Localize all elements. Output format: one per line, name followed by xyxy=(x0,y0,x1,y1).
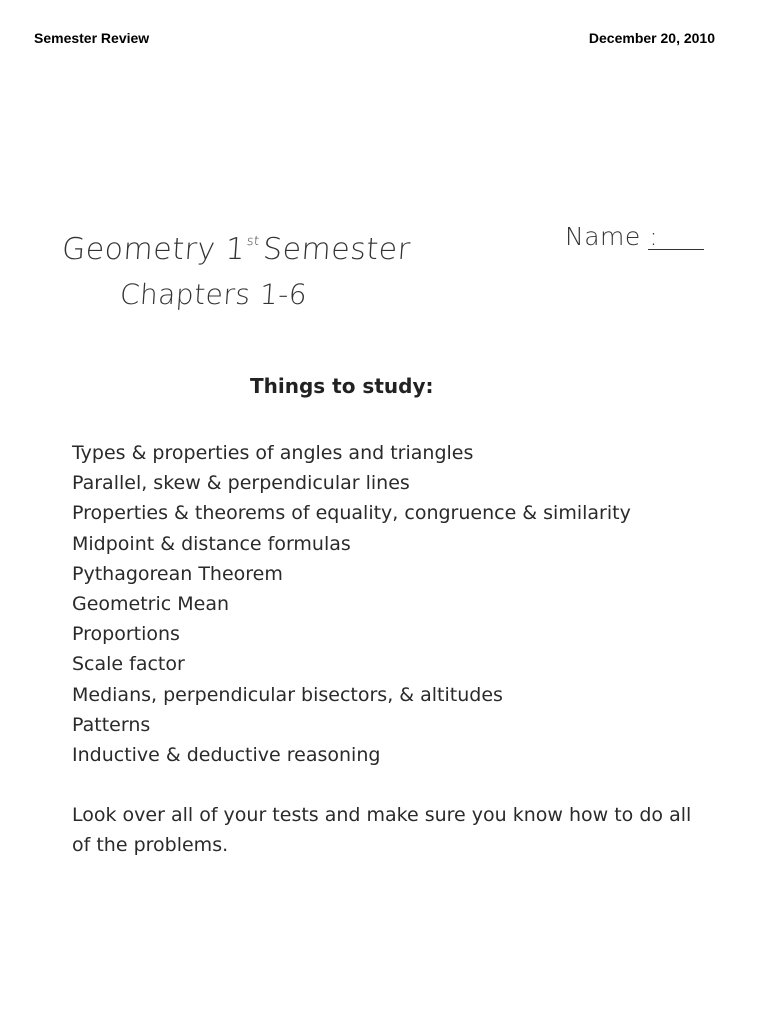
list-item: Proportions xyxy=(72,623,180,646)
header-title: Semester Review xyxy=(34,30,150,46)
list-item: Scale factor xyxy=(72,653,185,676)
handwritten-title xyxy=(61,232,412,267)
list-item: Types & properties of angles and triangles xyxy=(72,442,474,464)
list-item: Parallel, skew & perpendicular lines xyxy=(72,472,410,495)
handwritten-subtitle: Chapters 1-6 xyxy=(118,278,309,311)
study-heading: Things to study: xyxy=(250,374,434,398)
list-item: Patterns xyxy=(72,713,151,736)
list-item: Pythagorean Theorem xyxy=(72,562,283,585)
study-list xyxy=(72,438,631,770)
list-item: Midpoint & distance formulas xyxy=(72,532,351,555)
name-label: Name : xyxy=(565,222,659,251)
list-item: Inductive & deductive reasoning xyxy=(72,743,381,766)
title-end: Semester xyxy=(261,232,412,267)
list-item: Medians, perpendicular bisectors, & altitudes xyxy=(72,683,503,706)
closing-note: Look over all of your tests and make sure you know how to do all of the problems. xyxy=(72,804,692,856)
list-item: Properties & theorems of equality, congruence & similarity xyxy=(72,502,631,525)
header-date: December 20, 2010 xyxy=(588,30,715,46)
title-superscript: st xyxy=(246,234,261,249)
name-blank-line xyxy=(648,249,704,250)
title-main: Geometry 1 xyxy=(60,232,247,267)
list-item: Geometric Mean xyxy=(72,592,230,615)
